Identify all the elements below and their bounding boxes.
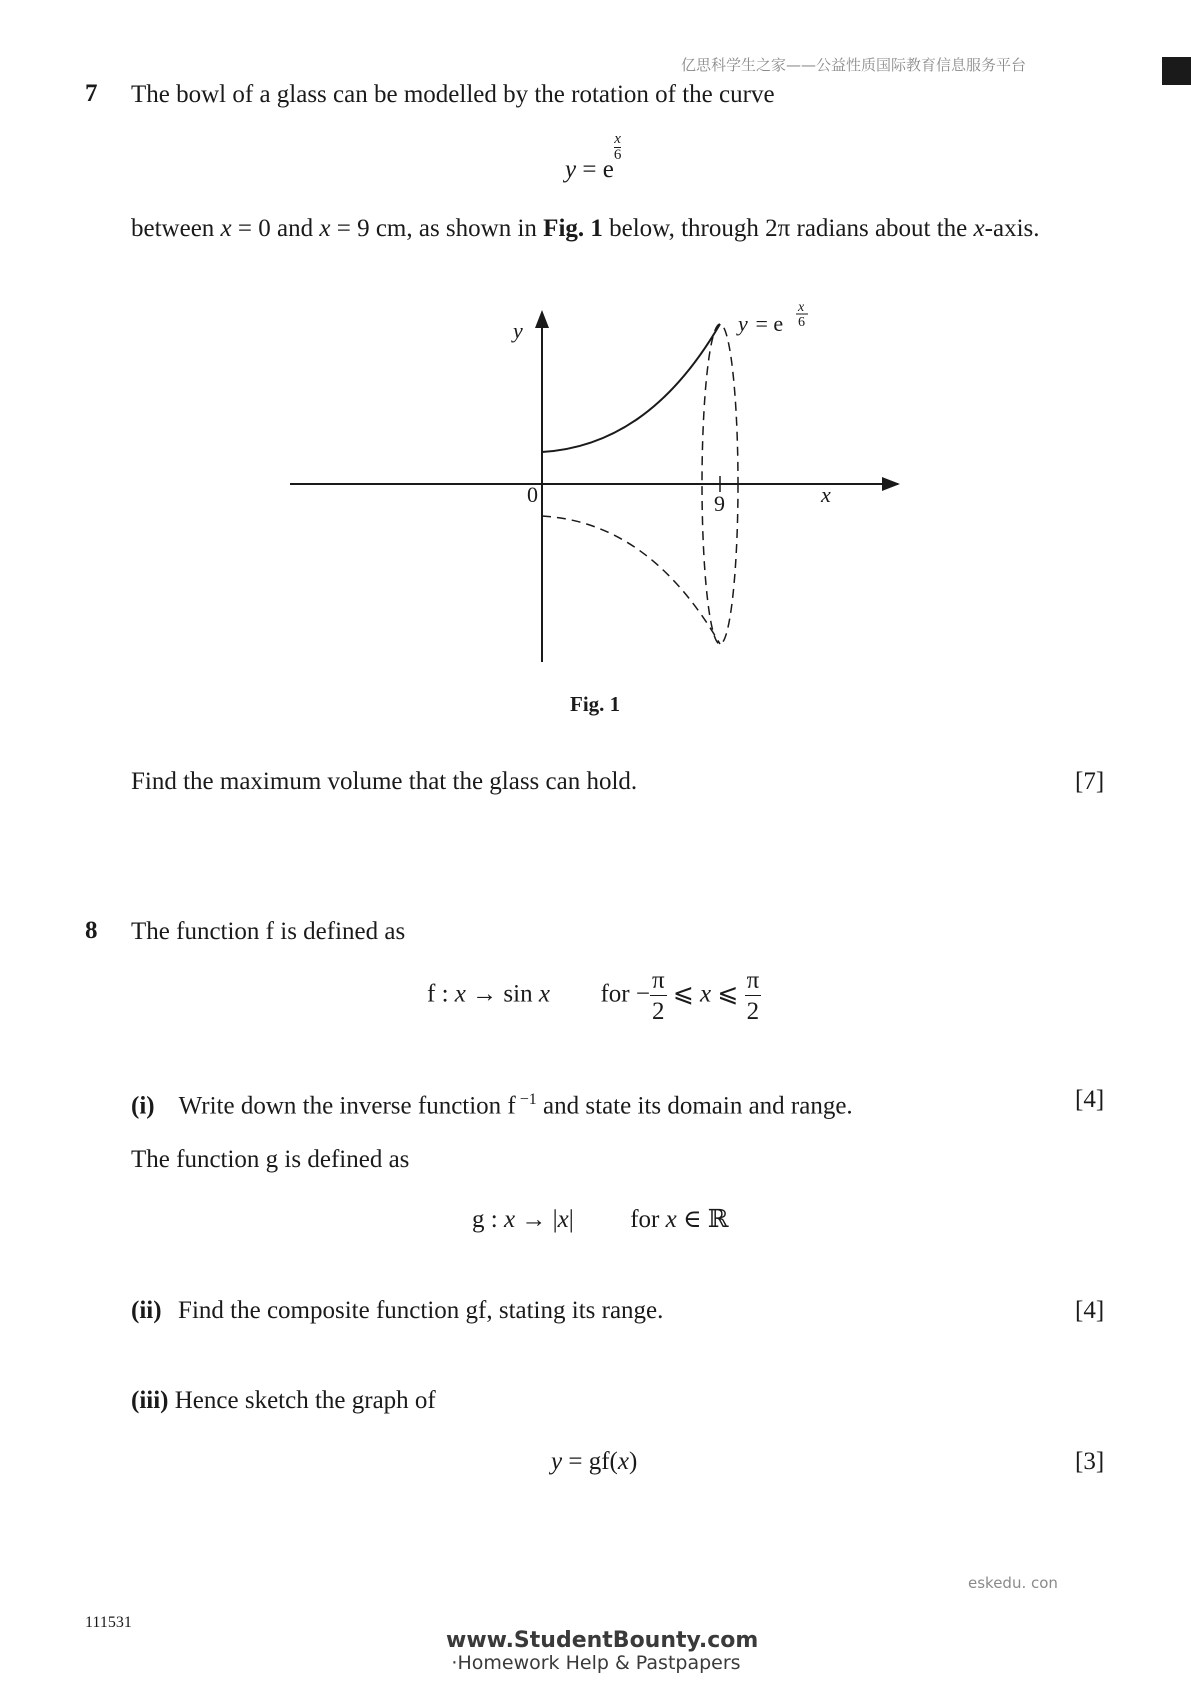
origin-label: 0: [527, 482, 538, 507]
question-7-task: Find the maximum volume that the glass can hold.: [131, 768, 638, 795]
curve-label-exp-den: 6: [798, 315, 805, 330]
part-i-label: (i): [131, 1092, 155, 1120]
curve-upper: [542, 324, 720, 452]
curve-label-exp-num: x: [798, 300, 805, 315]
tick-9-label: 9: [714, 491, 725, 516]
part-i-marks: [4]: [1075, 1086, 1105, 1113]
question-7-marks: [7]: [1075, 768, 1105, 795]
x-axis-arrow: [882, 477, 900, 491]
part-ii-marks: [4]: [1075, 1297, 1105, 1324]
watermark-bottom: eskedu. con: [968, 1574, 1058, 1592]
figure-1: [270, 300, 920, 670]
part-iii-marks: [3]: [1075, 1448, 1105, 1475]
question-8-intro: The function f is defined as: [131, 918, 406, 945]
eq-y: y: [565, 156, 577, 183]
g-definition: g : x → |x| for x ∈ ℝ: [472, 1206, 729, 1233]
part-iii-text: Hence sketch the graph of: [174, 1387, 436, 1414]
question-7-between: between x = 0 and x = 9 cm, as shown in Fig. 1 below, through 2π radians about the x-axis.: [131, 215, 1040, 242]
part-i: (i) Write down the inverse function f $^{-1}$ and state its domain and range.: [131, 1091, 853, 1120]
fraction-pi-over-2-right: $\frac{\pi}{2}$: [746, 967, 760, 1025]
footer-logo: [446, 1628, 759, 1674]
footer-logo-line2: ·Homework Help & Pastpapers: [451, 1652, 741, 1674]
question-7-number: 7: [85, 80, 98, 107]
f-definition: f : x → sin x for − $\frac{\pi}{2}$ ⩽ x ⩽ $\frac{\pi}{2}$: [427, 967, 760, 1025]
question-7-intro: The bowl of a glass can be modelled by the rotation of the curve: [131, 81, 775, 108]
page-code: 111531: [85, 1614, 132, 1631]
corner-marker: [1162, 57, 1191, 85]
figure-1-caption: Fig. 1: [570, 692, 621, 716]
curve-lower-dashed: [542, 516, 720, 644]
question-7-equation: [565, 132, 621, 185]
part-iii-equation: y = gf(x): [551, 1448, 638, 1475]
g-intro: The function g is defined as: [131, 1146, 410, 1173]
part-iii-label: (iii): [131, 1387, 169, 1414]
y-axis-arrow: [535, 310, 549, 328]
x-axis-label: x: [821, 482, 831, 507]
question-8-number: 8: [85, 917, 98, 944]
part-ii-label: (ii): [131, 1297, 162, 1324]
watermark-top: 亿思科学生之家——公益性质国际教育信息服务平台: [681, 56, 1027, 74]
y-axis-label: y: [513, 318, 523, 343]
footer-logo-line1: www.StudentBounty.com: [446, 1628, 759, 1653]
fraction-pi-over-2-left: $\frac{\pi}{2}$: [651, 967, 665, 1025]
curve-label-y: y: [738, 311, 748, 336]
eq-exponent: $\frac{x}{6}$: [613, 131, 622, 163]
curve-label-eq: = e: [750, 311, 784, 336]
part-ii: [131, 1296, 663, 1326]
part-iii: [131, 1386, 436, 1416]
eq-e: = e: [576, 156, 614, 183]
part-ii-text: Find the composite function gf, stating its range.: [178, 1297, 664, 1324]
part-i-text: Write down the inverse function f: [178, 1092, 516, 1120]
